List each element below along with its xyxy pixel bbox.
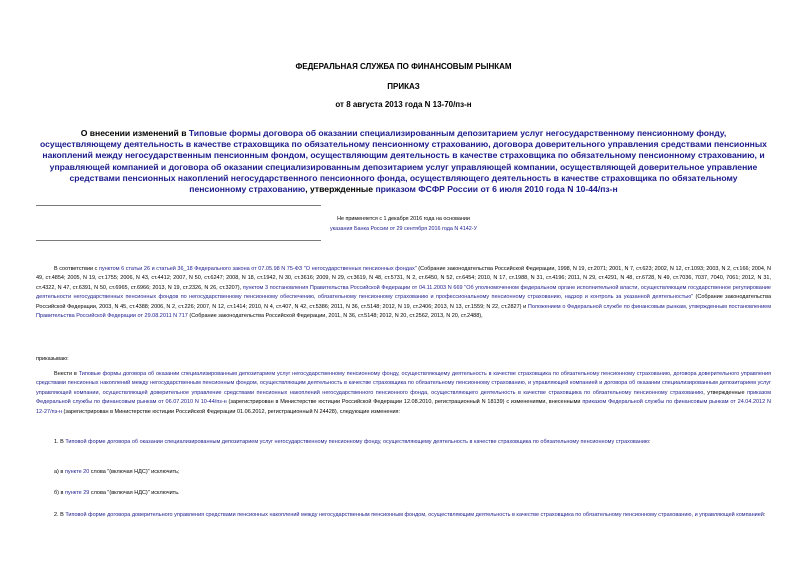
preamble-text-3: (Собрание законодательства Российской Федерации, 2003, N 45, ст.4388; 2006, N 2, ст.226; 2007, N 12, ст.1414; 2010, N 4, ст.407, N 42, ст.5386; 2011, N 36, ст.5148; 2012, N 19, ст.2406; 2013, N 13, ст.1559; N 22, ст.2827) и [36,294,771,310]
main-paragraph [36,370,771,417]
main-link-typical-forms[interactable]: Типовые формы договора об оказании специализированным депозитарием услуг негосударственному пенсионному фонду, осуществляющему деятельность в качестве страховщика по обязательному пенсионному страхованию, договора доверительного управления средствами пенсионных накоплений между негосударственным пенсионным фондом, осуществляющим деятельность в качестве страховщика по обязательному пенсионному страхованию, и управляющей компанией и договора об оказании специализированным депозитарием услуг управляющей компании, осуществляющей доверительное управление средствами пенсионных накоплений негосударственного пенсионного фонда, осуществляющего деятельность в качестве страховщика по обязательному пенсионному страхованию [36,371,771,396]
item-1-text-2: : [649,439,651,445]
preamble-link-regulation[interactable]: Положением о Федеральной службе по финансовым рынкам, утвержденным постановлением Правительства Российской Федерации от 29.08.2011 N 717 [36,303,771,320]
main-link-order-2012[interactable]: приказом Федеральной службы по финансовым рынкам от 24.04.2012 N 12-27/пз-н [36,399,771,415]
title-text-2: , утвержденные [305,184,376,195]
item-2-text-1: 2. В [54,512,66,518]
preamble-link-federal-law[interactable]: пунктом 6 статьи 26 и статьей 36_18 Федерального закона от 07.05.98 N 75-ФЗ "О негосударственных пенсионных фондах" [98,266,417,272]
title-link-order[interactable]: приказом ФСФР России от 6 июля 2010 года N 10-44/пз-н [375,184,618,195]
preamble-link-government-decree[interactable]: пунктом 3 постановления Правительства Российской Федерации от 04.11.2003 N 669 "Об уполномоченном федеральном органе исполнительной власти, осуществляющем государственное регулирование деятельности негосударственных пенсионных фондов по негосударственному пенсионному обеспечению, обязательному пенсионному страхованию и профессиональному пенсионному страхованию, надзор и контроль за указанной деятельностью" [36,284,771,301]
divider-bottom [36,240,321,241]
doc-type: ПРИКАЗ [387,82,420,91]
item-1a-link[interactable]: пункте 20 [64,469,90,475]
item-1a-text-2: слова "(включая НДС)" исключить; [89,469,180,475]
note-line-1: Не применяется с 1 декабря 2016 года на основании [337,216,470,222]
item-1b [54,489,180,498]
item-2 [36,511,771,520]
item-2-link[interactable]: Типовой форме договора доверительного управления средствами пенсионных накоплений между негосударственным пенсионным фондом, осуществляющим деятельность в качестве страховщика по обязательному пенсионному страхованию, и управляющей компанией [65,512,764,518]
item-2-text-2: : [763,512,766,518]
order-word: приказываю: [36,356,69,362]
preamble-paragraph [36,265,771,321]
document-title [40,128,767,195]
preamble-text-4: (Собрание законодательства Российской Федерации, 2011, N 36, ст.5148; 2012, N 20, ст.2562, 2013, N 20, ст.2488), [187,313,483,320]
main-text-4: (зарегистрирован в Министерстве юстиции Российской Федерации 01.06.2012, регистрационный N 24428), следующие изменения: [61,408,401,415]
item-1b-text-1: б) в [54,490,65,496]
agency-name: ФЕДЕРАЛЬНАЯ СЛУЖБА ПО ФИНАНСОВЫМ РЫНКАМ [295,62,512,71]
main-text-1: Внести в [54,371,79,377]
main-text-3: (зарегистрирован в Министерстве юстиции Российской Федерации 12.08.2010, регистрационный N 18139) с изменениями, внесенными [226,399,583,406]
title-link-typical-forms[interactable]: Типовые формы договора об оказании специализированным депозитарием услуг негосударственному пенсионному фонду, осуществляющему деятельность в качестве страховщика по обязательному пенсионному страхованию, договора доверительного управления средствами пенсионных накоплений между негосударственным пенсионным фондом, осуществляющим деятельность в качестве страховщика по обязательному пенсионному страхованию, и управляющей компанией и договора об оказании специализированным депозитарием услуг управляющей компании, осуществляющей доверительное управление средствами пенсионных накоплений негосударственного пенсионного фонда, осуществляющего деятельность в качестве страховщика по обязательному пенсионному страхованию [40,128,767,195]
title-text-1: О внесении изменений в [80,128,189,138]
main-text-2: , утвержденные [703,389,748,396]
applicability-note [200,214,607,234]
item-1-link[interactable]: Типовой форме договора об оказании специализированным депозитарием услуг негосударственному пенсионному фонду, осуществляющему деятельность в качестве страховщика по обязательному пенсионному страхованию [65,439,650,445]
note-link-bank-instruction[interactable]: указания Банка России от 29 сентября 2016 года N 4142-У [329,226,478,232]
item-1b-text-2: слова "(включая НДС)" исключить. [89,490,180,496]
divider-top [36,205,321,206]
item-1-text-1: 1. В [54,439,66,445]
item-1a [54,468,180,477]
item-1b-link[interactable]: пункте 29 [64,490,90,496]
preamble-text-1: В соответствии с [54,266,99,272]
item-1a-text-1: а) в [54,469,65,475]
doc-date-number: от 8 августа 2013 года N 13-70/пз-н [335,100,472,109]
preamble-text-2: (Собрание законодательства Российской Федерации, 1998, N 19, ст.2071; 2001, N 7, ст.623; 2002, N 12, ст.1093; 2003, N 2, ст.166; 2004, N 49, ст.4854; 2005, N 19, ст.1755; 2006, N 43, ст.4412; 2007, N 50, ст.6247; 2008, N 18, ст.1942, N 30, ст.3616; 2009, N 29, ст.3619, N 48, ст.5731, N 2, ст.6450, N 52, ст.6454; 2010, N 17, ст.1988, N 31, ст.4196; 2011, N 29, ст.4291, N 48, ст.6728, N 49, ст.7036, 7037, 7040, 7061; 2012, N 31, ст.4322, N 47, ст.6391, N 50, ст.6965, ст.6966; 2013, N 19, ст.2326, N 26, ст.3207), [36,266,771,291]
main-link-order-2010[interactable]: приказом Федеральной службы по финансовым рынкам от 06.07.2010 N 10-44/пз-н [36,389,771,406]
item-1 [36,438,771,447]
